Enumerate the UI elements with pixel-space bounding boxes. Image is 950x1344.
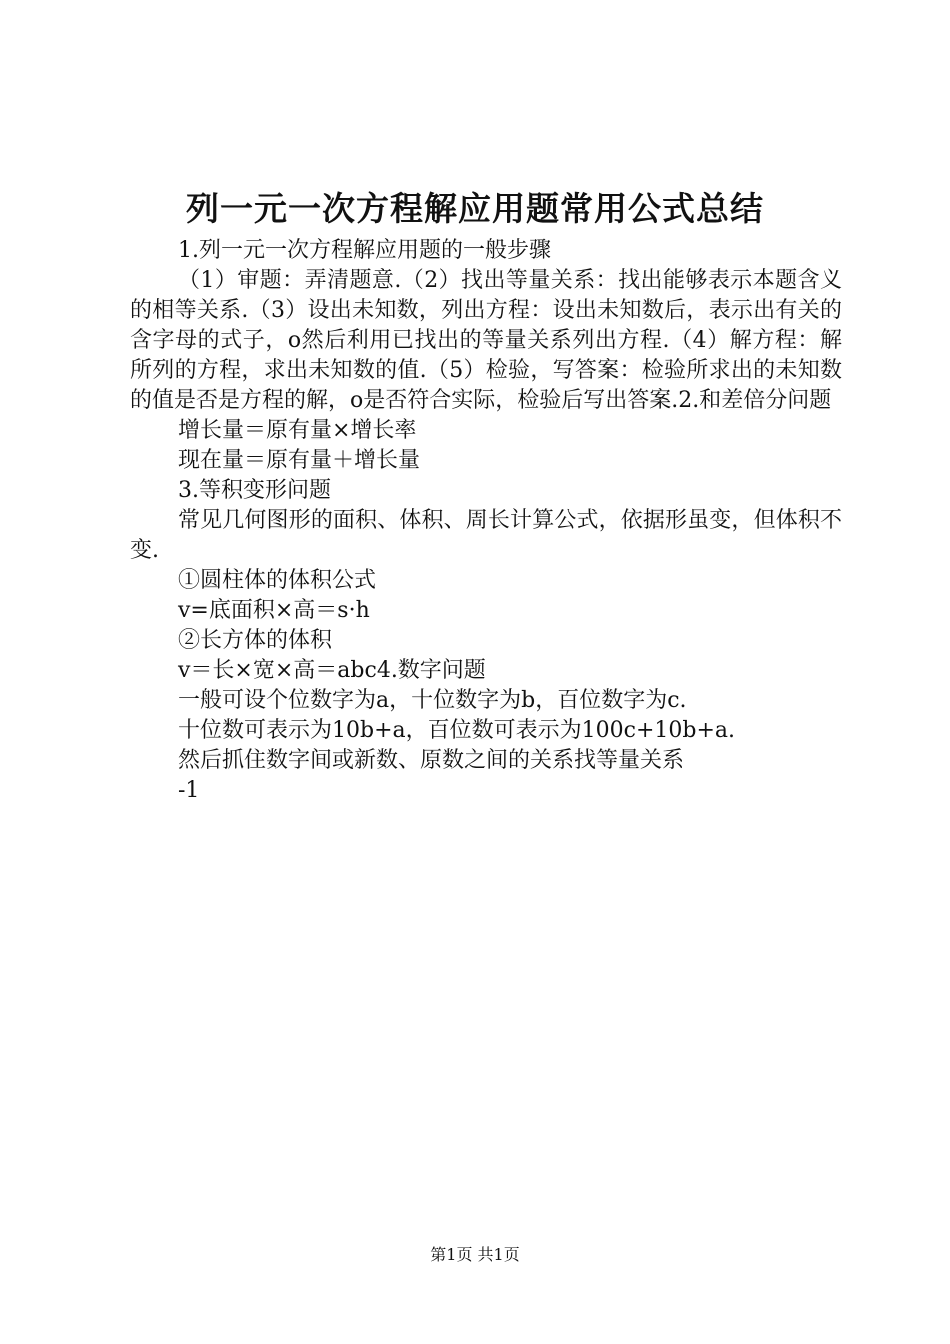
digit-line-3: 然后抓住数字间或新数、原数之间的关系找等量关系 <box>178 748 685 773</box>
document-title: 列一元一次方程解应用题常用公式总结 <box>186 189 764 228</box>
digit-line-1: 一般可设个位数字为a，十位数字为b，百位数字为c. <box>178 688 687 713</box>
page-footer: 第1页 共1页 <box>430 1245 520 1264</box>
formula-cuboid: v＝长×宽×高＝abc4.数字问题 <box>178 658 486 683</box>
paragraph-steps: （1）审题：弄清题意.（2）找出等量关系：找出能够表示本题含义的相等关系.（3）设出未知数，列出方程：设出未知数后，表示出有关的含字母的式子，o然后利用已找出的等量关系列出方程.（4）解方程：解所列的方程，求出未知数的值.（5）检验，写答案：检验所求出的未知数的值是否是方程的解，o是否符合实际，检验后写出答案.2.和差倍分问题 <box>130 268 842 413</box>
formula-current: 现在量＝原有量＋增长量 <box>178 448 421 473</box>
section-heading-steps: 1.列一元一次方程解应用题的一般步骤 <box>178 238 551 263</box>
formula-growth: 增长量＝原有量×增长率 <box>178 418 417 443</box>
section-heading-volume: 3.等积变形问题 <box>178 478 331 503</box>
paragraph-volume: 常见几何图形的面积、体积、周长计算公式，依据形虽变，但体积不变. <box>130 508 842 563</box>
digit-line-2: 十位数可表示为10b+a，百位数可表示为100c+10b+a. <box>178 718 735 743</box>
item-cylinder: ①圆柱体的体积公式 <box>178 568 377 593</box>
item-cuboid: ②长方体的体积 <box>178 628 333 653</box>
formula-cylinder: v=底面积×高＝s·h <box>178 598 370 623</box>
document-body <box>130 236 842 806</box>
trailing-mark: -1 <box>178 778 200 803</box>
